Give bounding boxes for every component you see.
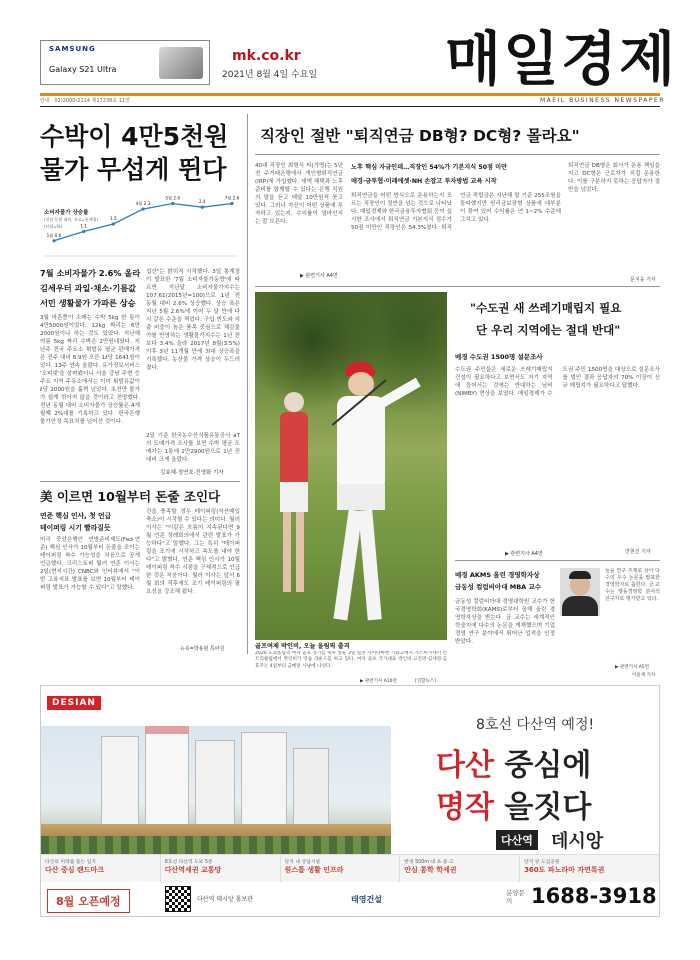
story2-subhead-2: 테이퍼링 시기 빨라질듯	[40, 524, 111, 532]
story1-headline-2: 물가 무섭게 뛴다	[40, 155, 227, 184]
story2-body-right: 건을 충족할 경우 테이퍼링(자산매입 축소)이 시작될 수 있다는 의미다. 월러 이사는 "이같은 흐름이 지속된다면 9월 연준 정례회의에서 관련 발표가 가능하다"고 말했다. 그는 특히 "테이퍼링을 조기에 시작하고 속도를 내야 한다"고 밝혔다. 연준 핵심 인사가 10월 테이퍼링 착수 시점을 구체적으로 언급한 것은 처음이다. 월러 이사는 앞서 6월 회의 직후에도 조기 테이퍼링의 필요성을 강조해 왔다.	[146, 509, 240, 595]
story3-ref: ▶ 관련기사 A4면	[300, 273, 338, 279]
story1-body-left: 3월 마흔쯤이 소매는 수박 5kg 한 통이 4만5000원이었다. 12kg 짜리는 6만2000원이나 하는 것도 있었다. 지난해 여름 5kg 짜리 수박은 2만원대였다. 지난주 전국 주요소 휘발유 평균 판매가격은 전주 대비 8.9원 오른 1ℓ당 1641원이었다. 13주 연속 올랐다. 유가정보서비스 '오피넷'을 살펴봤더니 서울 강남 주변 등 주요 지역 주유소에서는 이미 휘발유값이 ℓ당 2000원을 훌쩍 넘었다. 초전만 물가가 쉽게 꺾이지 않을 것이라고 전망했다. 전년 동월 대비 소비자물가 상승률은 4개월째 2%대를 기록하고 있다. 한국은행 물가안정 목표치를 넘어선 것이다.	[40, 315, 140, 425]
photo-golfer	[315, 362, 435, 632]
chart-data-label: 2.4	[198, 199, 206, 205]
column-divider	[247, 114, 248, 654]
chart-point	[112, 222, 115, 225]
story3-headline: 직장인 절반 "퇴직연금 DB형? DC형? 몰라요"	[260, 127, 580, 145]
divider-story3-photo	[255, 286, 660, 287]
ad-feature-small: 반경 500m 내 초·중·고	[404, 860, 454, 865]
cpi-chart	[40, 186, 240, 262]
story3-headline-rule	[255, 154, 660, 155]
header-rule	[40, 93, 660, 96]
masthead: 매일경제	[445, 25, 678, 93]
story2-ref: 뉴욕=박용범 특파원	[180, 646, 225, 652]
ad-feature-big: 원스톱 생활 인프라	[284, 866, 344, 874]
chart-point	[171, 202, 174, 205]
divider-story4-5	[455, 560, 660, 561]
ad-big-2b: 을짓다	[493, 790, 592, 825]
chart-title: 소비자물가 상승률	[44, 210, 89, 216]
ad-big-1b: 중심에	[493, 748, 592, 783]
story2-body-left: 미국 중앙은행인 연방준비제도(Fed·연준) 핵심 인사가 10월부터 돈줄을 조이는 테이퍼링 착수 가능성을 처음으로 공개 언급했다. 크리스토퍼 월러 연준 이사는 2일(현지시간) CNBC와 인터뷰에서 "이번 고용지표 발표를 보면 10월부터 테이퍼링 발표가 가능할 수 있다"고 말했다.	[40, 537, 140, 591]
ad-big-line-2	[436, 782, 591, 826]
chart-data-label: 4월 2.3	[135, 201, 151, 207]
issue-date: 2021년 8월 4일 수요일	[222, 70, 318, 80]
info-line: 안내 · 02)2000-2114 제17238호 11면	[40, 98, 130, 104]
top-ad-brand: SAMSUNG	[49, 45, 96, 53]
chart-point	[82, 230, 85, 233]
chart-point	[52, 239, 55, 242]
story2-subhead-1: 연준 핵심 인사, 첫 언급	[40, 512, 112, 520]
story3-body-3: 퇴직연금 DB형은 회사가 운용 책임을 지고 DC형은 근로자가 직접 운용한다. 이를 구분하지 못하는 응답자가 절반을 넘었다.	[568, 163, 660, 193]
chart-subtitle: (전년 동월 대비, 자료=통계청)	[44, 217, 99, 222]
chart-unit: (단위=%)	[44, 224, 63, 229]
ad-feature-big: 다산역세권 교통망	[164, 866, 222, 874]
divider-story1-2	[40, 481, 240, 482]
ad-big-line-1	[436, 740, 591, 784]
story4-headline-2: 단 우리 지역에는 절대 반대"	[476, 323, 621, 337]
top-ad-product: Galaxy S21 Ultra	[49, 65, 117, 74]
photo-ref: ▶ 관련기사 A10면	[360, 679, 397, 684]
ad-feature-big: 360도 파노라마 자연특권	[524, 866, 605, 874]
bottom-ad[interactable]	[40, 685, 660, 917]
top-ad-box[interactable]	[40, 40, 210, 85]
phone-image	[159, 47, 203, 79]
ad-product: 데시앙	[551, 831, 604, 852]
chart-point	[230, 202, 233, 205]
chart-data-label: 7월 2.6	[224, 195, 240, 201]
chart-data-label: 1.1	[80, 223, 88, 229]
story4-ref: ▶ 관련기사 A4면	[505, 551, 543, 557]
story5-byline: 이윤재 기자	[632, 673, 656, 678]
story2-headline: 美 이르면 10월부터 돈줄 조인다	[40, 489, 221, 504]
ad-feature-2	[161, 855, 281, 882]
ad-feature-big: 다산 중심 랜드마크	[45, 866, 104, 874]
story5-ref: ▶ 관련기사 A5면	[615, 665, 649, 670]
story4-byline: 연현진 기자	[625, 549, 651, 555]
chart-data-label: 5월 2.6	[165, 195, 181, 201]
story1-byline: 김효혜·정연호·진영화 기자	[160, 470, 224, 476]
ad-brand-logo: DESIAN	[47, 696, 101, 710]
ad-feature-strip	[41, 854, 660, 882]
ad-feature-small: 단지 내 상업시설	[284, 860, 321, 865]
story5-body: 금동성 컬럼비아대 경영대학원 교수가 한국경영학회(KAMS)로부터 올해 올린 경영학자상을 받는다. 금 교수는 세계적인 학술지에 다수의 논문을 게재했으며 기업 경영 연구 분야에서 뛰어난 업적을 인정받았다.	[455, 599, 555, 645]
story5-body-right: 들을 연구 주제로 삼아 다수의 우수 논문을 발표한 경영학자로 꼽힌다. 금 교수는 행동경영학 분야의 선구자로 평가받고 있다.	[605, 568, 660, 602]
story1-subhead-2: 김세우터 과일·채소·기름값	[40, 283, 137, 293]
professor-photo	[560, 568, 600, 616]
chart-point	[141, 207, 144, 210]
ad-big-1a: 다산	[436, 748, 494, 783]
chart-data-label: 1.5	[109, 216, 117, 221]
ad-station-tag: 다산역	[496, 830, 538, 850]
story3-subhead-2: 매경·금투협·미래에셋·NH 손잡고 투자방법 교육 시작	[351, 178, 497, 185]
story5-subhead-2: 금동성 컬럼비아대 MBA 교수	[455, 583, 542, 591]
ad-phone[interactable]: 1688-3918	[531, 884, 657, 908]
story1-subhead-3: 서민 생활물가 가파른 상승	[40, 298, 136, 308]
ad-feature-small: 단지 앞 도심공원	[524, 860, 560, 865]
photo-caption-title: 골프여제 박인비, 오늘 올림픽 출격	[255, 643, 350, 650]
site-url[interactable]: mk.co.kr	[232, 48, 301, 64]
story3-byline: 문지웅 기자	[630, 277, 656, 283]
chart-point	[201, 206, 204, 209]
qr-code[interactable]	[165, 886, 191, 912]
story1-body-mid: 섭산"는 밝히지 시작했다. 3일 통계청이 발표한 '7월 소비자물가동향'에 따르면 지난달 소비자물가지수는 107.61(2015년=100)으로 1년 전 동월 대비 2.6% 상승했다. 상승 폭은 지난 5월 2.6%에 이어 두 달 만에 다시 같은 수준을 찍었다. 구입 빈도와 지출 비중이 높은 품목 중심으로 체감물가를 반영하는 생활물가지수는 1년 전보다 3.4% 올라 2017년 8월(3.5%) 이후 3년 11개월 만에 최대 상승폭을 기록했다. 농산물 가격 상승이 두드러졌다.	[146, 269, 240, 371]
ad-feature-4	[400, 855, 520, 882]
ad-open-date: 8월 오픈예정	[47, 889, 130, 913]
photo-credit: [연합뉴스]	[415, 679, 436, 684]
story4-headline-1: "수도권 새 쓰레기매립지 필요	[470, 301, 622, 315]
ad-open-line: 8호선 다산역 예정!	[476, 717, 595, 733]
ad-builder: 태영건설	[351, 895, 382, 904]
story1-headline-1: 수박이 4만5천원	[40, 122, 229, 151]
story3-subhead-1: 노후 핵심 자금인데…직장인 54%가 기본지식 50점 미만	[351, 164, 508, 171]
story3-body-1: 40대 직장인 최형식 씨(가명)는 5년 전 주거래은행에서 개인형퇴직연금(IRP)에 가입했다. 세액 혜택과 노후 준비를 함께할 수 있다는 은행 직원의 말을 듣고 매달 10만원씩 붓고 있다. 그러나 자신이 어떤 상품에 투자하고 있는지, 수익률이 얼마인지는 잘 모른다.	[255, 163, 343, 225]
story1-body-mid-tail: 2일 기준 한국농수산식품유통공사 aT의 도매가격 조사를 보면 수박 평균 도매가는 1통에 2만2900원으로 1년 전 대비 크게 올랐다.	[146, 433, 240, 463]
subheader-rule	[40, 106, 660, 107]
ad-building-render	[41, 726, 391, 854]
ad-model-house[interactable]: 다산역 데시앙 홍보관	[197, 896, 253, 903]
story4-subhead: 매경 수도권 1500명 설문조사	[455, 353, 543, 361]
story3-body-2: 퇴직연금을 어떤 방식으로 운용하는지 모르는 직장인이 절반을 넘는 것으로 나타났다. 매일경제와 한국금융투자협회 등이 실시한 조사에서 퇴직연금 기본지식 점수가 50점 미만인 직장인은 54.3%였다. 퇴직연금 적립금은 지난해 말 기준 255조원을 돌파했지만 원리금보장형 상품에 대부분이 묶여 있어 수익률은 연 1~2% 수준에 그치고 있다.	[351, 193, 561, 231]
ad-feature-big: 안심 통학 학세권	[404, 866, 457, 874]
photo-caption-text: 2020 도쿄올림픽 여자 골프 경기를 하루 앞둔 3일 일본 사이타마현 가와고에시 가스미가세키 컨트리클럽에서 박인비가 연습 라운드를 하고 있다. 여자 골프 국가대표 박인비·고진영·김세영·김효주는 4일부터 금메달 사냥에 나선다.	[255, 651, 447, 669]
ad-feature-small: 다산의 미래를 품는 입지	[45, 860, 96, 865]
golf-photo	[255, 292, 447, 640]
photo-caddie	[270, 392, 318, 602]
story5-subhead-1: 매경 AKMS 올린 경영학자상	[455, 571, 540, 579]
masthead-subtitle: MAEIL BUSINESS NEWSPAPER	[540, 97, 665, 104]
chart-data-label: 1월 0.6	[46, 232, 62, 238]
ad-feature-small: 8호선 다산역 도보 5분	[164, 860, 213, 865]
ad-feature-1	[41, 855, 161, 882]
ad-feature-5	[520, 855, 660, 882]
ad-feature-3	[281, 855, 401, 882]
ad-big-2a: 명작	[436, 790, 494, 825]
story1-subhead-1: 7월 소비자물가 2.6% 올라	[40, 268, 141, 278]
story4-body: 수도권 주민들은 새로운 쓰레기매립지 건설이 필요하다고 보면서도 자기 지역에 들어서는 것에는 반대하는 님비(NIMBY) 현상을 보였다. 매일경제가 수도권 주민 1500명을 대상으로 설문조사를 벌인 결과 응답자의 70% 이상이 신규 매립지가 필요하다고 답했다.	[455, 367, 660, 397]
ad-phone-label: 분양문의	[506, 889, 525, 905]
